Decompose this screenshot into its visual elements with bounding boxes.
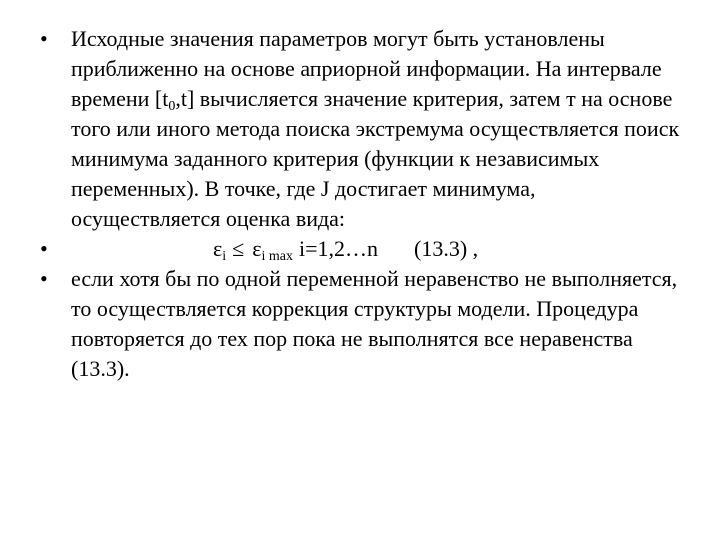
bullet-marker: • xyxy=(40,236,48,261)
bullet-item-correction xyxy=(40,264,680,384)
less-equal-symbol: ≤ xyxy=(232,236,245,261)
bullet-item-initial-values xyxy=(40,24,680,234)
paragraph-text-part-2: ,t] вычисляется значение критерия, затем т на основе того или иного метода поиска экстремума осуществляется поиск минимума заданного критерия (функции к независимых переменных). В точке, где J достигает минимума, осуществляется оценка вида: xyxy=(71,86,680,231)
index-range: i=1,2…n xyxy=(298,236,378,261)
bullet-marker: • xyxy=(40,266,48,291)
formula-13-3 xyxy=(71,234,680,264)
bullet-item-formula xyxy=(40,234,680,264)
bullet-list xyxy=(40,24,680,384)
paragraph-text: если хотя бы по одной переменной неравенство не выполняется, то осуществляется коррекция структуры модели. Процедура повторяется до тех пор пока не выполнятся все неравенства (13.3). xyxy=(71,266,678,381)
epsilon-symbol: ε xyxy=(252,236,262,261)
subscript-i: i xyxy=(222,249,227,264)
bullet-marker: • xyxy=(40,26,48,51)
paragraph-text-part-1: Исходные значения параметров могут быть установлены приближенно на основе априорной информации. На интервале времени [t xyxy=(71,26,662,111)
subscript-imax: i max xyxy=(261,249,293,264)
epsilon-symbol: ε xyxy=(213,236,223,261)
equation-number: (13.3) , xyxy=(414,236,479,261)
subscript-zero: 0 xyxy=(168,99,176,114)
